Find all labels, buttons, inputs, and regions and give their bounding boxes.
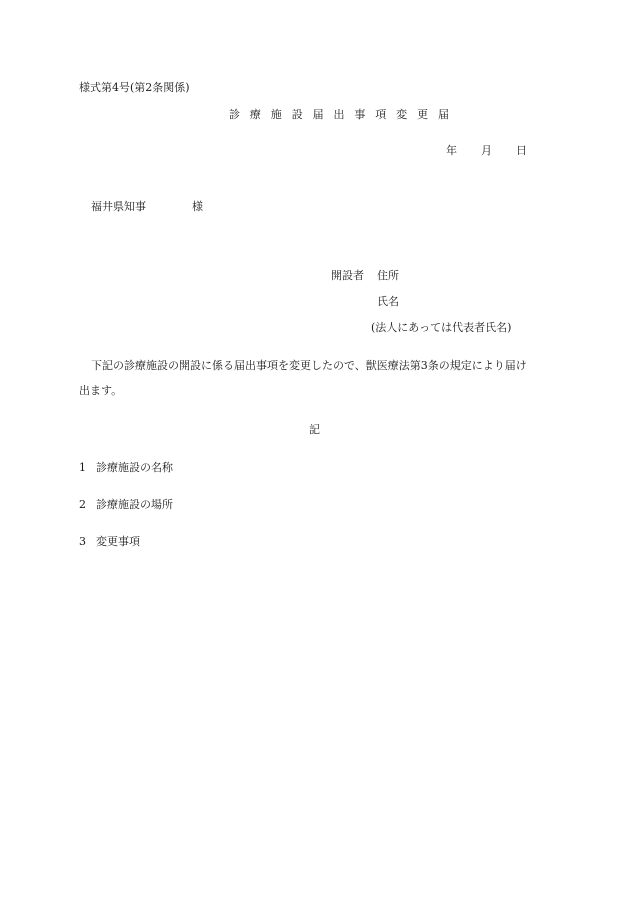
form-number: 様式第4号(第2条関係) — [79, 81, 190, 94]
item-label-changes: 変更事項 — [96, 535, 140, 548]
founder-name-label: 氏名 — [377, 295, 399, 308]
document-title: 診 療 施 設 届 出 事 項 変 更 届 — [229, 108, 453, 121]
ki-heading: 記 — [309, 423, 320, 436]
body-text-line-2: 出ます。 — [79, 384, 123, 397]
addressee-honorific: 様 — [192, 200, 203, 213]
founder-representative-note: (法人にあっては代表者氏名) — [371, 321, 512, 334]
date-year: 年 — [446, 144, 457, 157]
item-number: 1 — [79, 461, 86, 474]
item-number: 2 — [79, 498, 86, 511]
body-text-line-1: 下記の診療施設の開設に係る届出事項を変更したので、獣医療法第3条の規定により届け — [91, 359, 527, 372]
date-month: 月 — [481, 144, 492, 157]
item-label-facility-location: 診療施設の場所 — [96, 498, 173, 511]
date-day: 日 — [516, 144, 527, 157]
item-number: 3 — [79, 535, 86, 548]
item-label-facility-name: 診療施設の名称 — [96, 461, 173, 474]
founder-address-label: 住所 — [377, 269, 399, 282]
list-item — [79, 462, 173, 473]
date-line — [446, 145, 527, 156]
list-item — [79, 536, 140, 547]
addressee — [91, 201, 203, 212]
addressee-name: 福井県知事 — [91, 200, 146, 213]
founder-label: 開設者 — [331, 269, 364, 282]
list-item — [79, 499, 173, 510]
